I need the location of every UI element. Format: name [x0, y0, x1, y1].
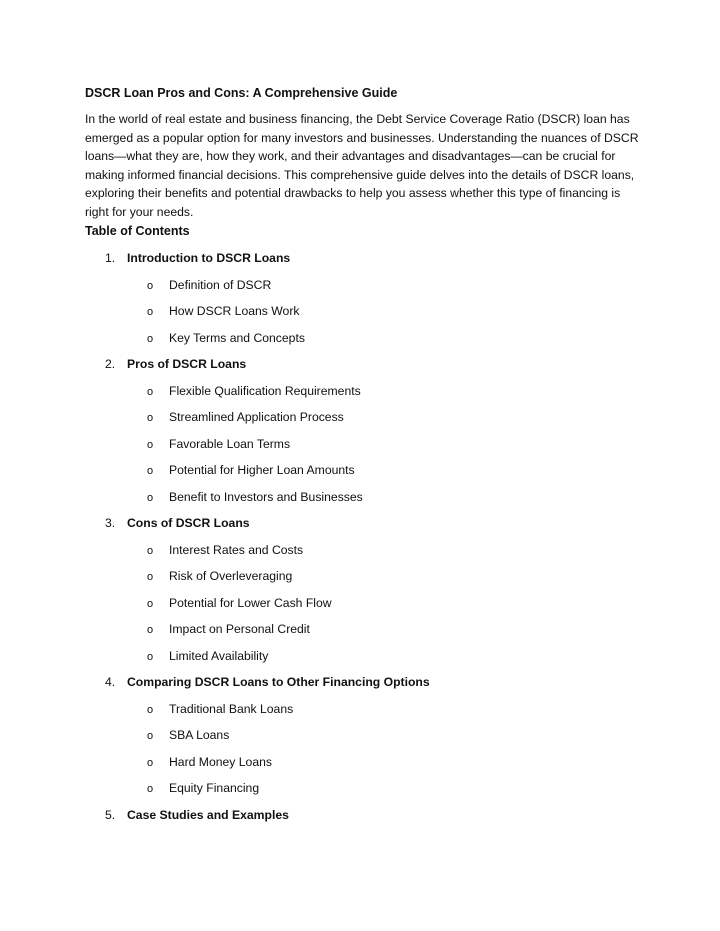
hollow-circle-bullet-icon: o	[147, 756, 154, 769]
hollow-circle-bullet-icon: o	[147, 491, 154, 504]
toc-subitem-label: Streamlined Application Process	[169, 410, 344, 424]
toc-section-label: Cons of DSCR Loans	[127, 516, 250, 530]
toc-subitem-label: Favorable Loan Terms	[169, 436, 291, 451]
toc-section-number: 1.	[105, 251, 116, 265]
toc-subitem-label: How DSCR Loans Work	[169, 304, 300, 318]
toc-subitem-label: Potential for Lower Cash Flow	[169, 595, 332, 610]
hollow-circle-bullet-icon: o	[147, 385, 154, 398]
document-title: DSCR Loan Pros and Cons: A Comprehensive Guide	[85, 86, 398, 100]
toc-section-number: 4.	[105, 675, 116, 689]
toc-subitem-label: Equity Financing	[169, 781, 260, 795]
hollow-circle-bullet-icon: o	[147, 571, 154, 583]
intro-line: emerged as a popular option for many investors and businesses. Understanding the nuances of DSCR	[85, 130, 639, 145]
toc-section-label: Comparing DSCR Loans to Other Financing Options	[127, 675, 430, 689]
toc-section-number: 2.	[105, 357, 116, 371]
toc-subitem-label: Impact on Personal Credit	[169, 622, 310, 636]
toc-subitem-label: Potential for Higher Loan Amounts	[169, 463, 355, 477]
toc-subitem-label: Definition of DSCR	[169, 277, 272, 292]
toc-section-number: 5.	[105, 807, 116, 822]
intro-line: making informed financial decisions. This comprehensive guide delves into the details of DSCR loans,	[85, 167, 635, 182]
toc-heading: Table of Contents	[85, 224, 190, 238]
hollow-circle-bullet-icon: o	[147, 783, 154, 795]
hollow-circle-bullet-icon: o	[147, 597, 154, 610]
intro-line: exploring their benefits and potential drawbacks to help you assess whether this type of financing is	[85, 186, 621, 201]
hollow-circle-bullet-icon: o	[147, 438, 154, 451]
toc-section-number: 3.	[105, 516, 116, 530]
hollow-circle-bullet-icon: o	[147, 332, 154, 345]
toc-subitem-label: Hard Money Loans	[169, 754, 272, 769]
hollow-circle-bullet-icon: o	[147, 306, 154, 318]
intro-paragraph	[85, 110, 639, 222]
toc-subitem-label: SBA Loans	[169, 728, 230, 742]
hollow-circle-bullet-icon: o	[147, 650, 154, 663]
intro-line: loans—what they are, how they work, and their advantages and disadvantages—can be crucial for	[85, 149, 616, 164]
toc-subitem-label: Risk of Overleveraging	[169, 569, 293, 583]
hollow-circle-bullet-icon: o	[147, 624, 154, 636]
intro-line: In the world of real estate and business financing, the Debt Service Coverage Ratio (DSCR) loan has	[85, 112, 630, 126]
toc-subitem-label: Key Terms and Concepts	[169, 330, 305, 345]
toc-subitem-label: Flexible Qualification Requirements	[169, 383, 361, 398]
toc-section-label: Case Studies and Examples	[127, 807, 289, 822]
toc-subitem-label: Interest Rates and Costs	[169, 542, 304, 557]
hollow-circle-bullet-icon: o	[147, 465, 154, 477]
hollow-circle-bullet-icon: o	[147, 412, 154, 424]
intro-line: right for your needs.	[85, 204, 194, 219]
toc-section-label: Introduction to DSCR Loans	[127, 251, 291, 265]
toc-subitem-label: Benefit to Investors and Businesses	[169, 489, 363, 504]
hollow-circle-bullet-icon: o	[147, 544, 154, 557]
toc-subitem-label: Limited Availability	[169, 648, 269, 663]
toc-subitem-label: Traditional Bank Loans	[169, 701, 294, 716]
hollow-circle-bullet-icon: o	[147, 730, 154, 742]
hollow-circle-bullet-icon: o	[147, 279, 154, 292]
hollow-circle-bullet-icon: o	[147, 703, 154, 716]
toc-section-label: Pros of DSCR Loans	[127, 357, 247, 371]
